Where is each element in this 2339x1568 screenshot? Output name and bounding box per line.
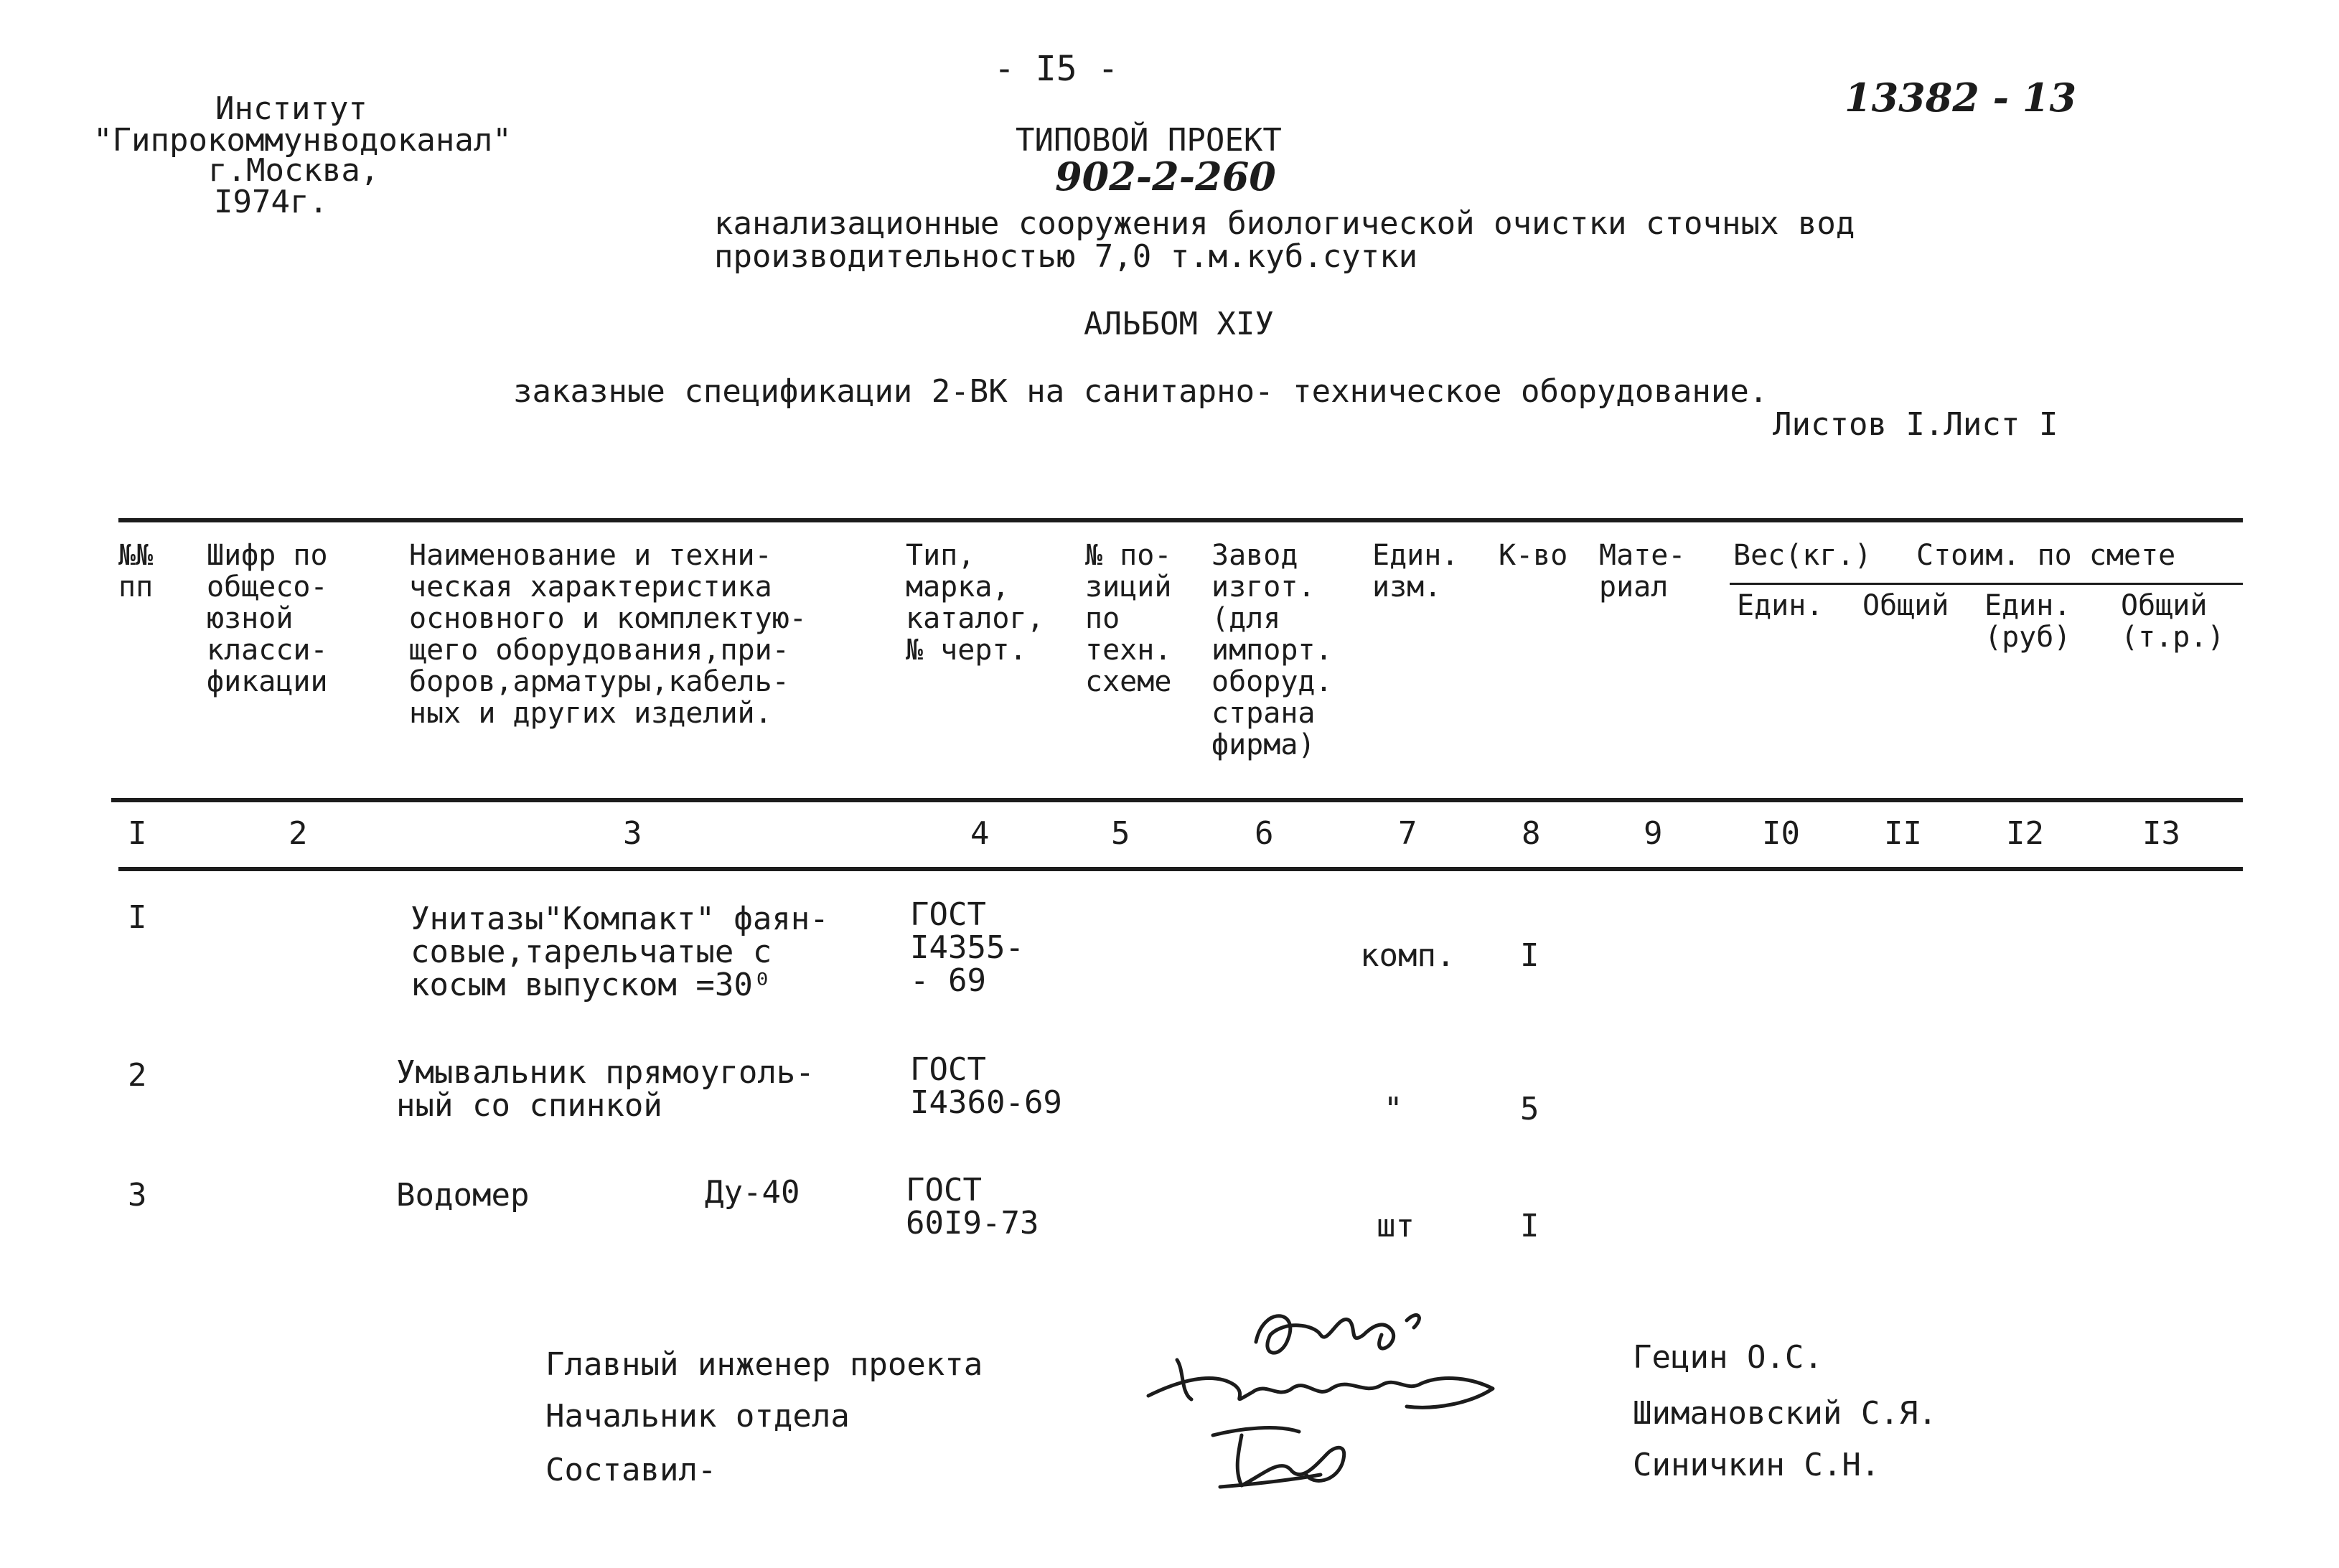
item-quantity: I [1520, 937, 1539, 974]
column-number: 6 [1255, 815, 1274, 852]
header-cost: Стоим. по смете [1916, 539, 2176, 572]
row-number: 2 [128, 1057, 147, 1094]
column-number: I0 [1762, 815, 1800, 852]
column-number: 9 [1644, 815, 1663, 852]
item-type: ГОСТ I4360-69 [910, 1051, 1062, 1121]
row-number: I [128, 899, 147, 936]
sheet-count: Листов I.Лист I [1773, 406, 2058, 443]
header-col-7: Един. изм. [1372, 539, 1459, 604]
header-col-5: № по- зиций по техн. схеме [1085, 539, 1172, 698]
project-description-1: канализационные сооружения биологической очистки сточных вод [714, 205, 1855, 242]
header-col-10: Един. [1737, 589, 1824, 622]
column-number: 5 [1111, 815, 1130, 852]
project-label: ТИПОВОЙ ПРОЕКТ [1016, 122, 1282, 159]
signatory-name: Гецин О.С. [1633, 1339, 1823, 1376]
project-number: 902-2-260 [1055, 154, 1276, 199]
handwritten-signatures [1134, 1292, 1565, 1507]
item-name: Унитазы"Компакт" фаян- совые,тарельчатые с косым выпуском =30⁰ [411, 901, 829, 1003]
item-unit: комп. [1360, 937, 1456, 974]
header-weight: Вес(кг.) [1733, 539, 1872, 572]
signatory-role: Начальник отдела [545, 1398, 850, 1435]
header-col-3: Наименование и техни- ческая характеристика основного и комплектую- щего оборудования,при- боров,арматуры,кабель- ных и других изделий. [409, 539, 807, 730]
subheader-rule [1730, 583, 2243, 585]
institute-line-3: г.Москва, [208, 152, 380, 189]
column-number-rule [118, 867, 2243, 871]
signatory-name: Шимановский С.Я. [1633, 1395, 1937, 1432]
album-title: АЛЬБОМ XIУ [1084, 306, 1274, 342]
header-col-8: К-во [1499, 539, 1568, 572]
item-quantity: 5 [1520, 1091, 1539, 1127]
column-number: II [1884, 815, 1922, 852]
column-number: 7 [1398, 815, 1417, 852]
column-number: I3 [2142, 815, 2180, 852]
document-number: 13382 - 13 [1845, 75, 2077, 121]
item-size: Ду-40 [705, 1174, 800, 1211]
signatory-name: Синичкин С.Н. [1633, 1447, 1880, 1483]
column-number: 3 [623, 815, 642, 852]
header-col-11: Общий [1862, 589, 1949, 622]
specification-title: заказные спецификации 2-ВК на санитарно- техническое оборудование. [513, 373, 1768, 410]
column-number: I [128, 815, 147, 852]
project-description-2: производительностью 7,0 т.м.куб.сутки [714, 238, 1418, 275]
institute-line-2: "Гипрокоммунводоканал" [93, 122, 512, 159]
header-col-2: Шифр по общесо- юзной класси- фикации [207, 539, 328, 698]
item-unit: шт [1377, 1208, 1415, 1244]
header-col-12: Един. (руб) [1984, 589, 2071, 654]
header-col-4: Тип, марка, каталог, № черт. [906, 539, 1044, 667]
table-top-rule [118, 518, 2243, 522]
header-col-6: Завод изгот. (для импорт. оборуд. страна фирма) [1211, 539, 1333, 761]
item-type: ГОСТ I4355- - 69 [910, 896, 1024, 999]
signatory-role: Главный инженер проекта [545, 1346, 983, 1383]
header-col-1: №№ пп [118, 539, 154, 604]
column-number: 8 [1522, 815, 1541, 852]
header-col-13: Общий (т.р.) [2121, 589, 2225, 654]
item-type: ГОСТ 60I9-73 [906, 1172, 1039, 1241]
row-number: 3 [128, 1177, 147, 1213]
column-number: 4 [970, 815, 990, 852]
institute-line-4: I974г. [214, 184, 328, 220]
item-name: Умывальник прямоуголь- ный со спинкой [396, 1054, 815, 1124]
signatory-role: Составил- [545, 1452, 717, 1488]
item-unit: " [1384, 1091, 1403, 1127]
institute-line-1: Институт [215, 90, 367, 127]
header-bottom-rule [111, 798, 2243, 802]
column-number: 2 [289, 815, 308, 852]
item-name: Водомер [396, 1177, 530, 1213]
column-number: I2 [2006, 815, 2044, 852]
page-number: - I5 - [994, 49, 1119, 89]
header-col-9: Мате- риал [1599, 539, 1686, 604]
item-quantity: I [1520, 1208, 1539, 1244]
